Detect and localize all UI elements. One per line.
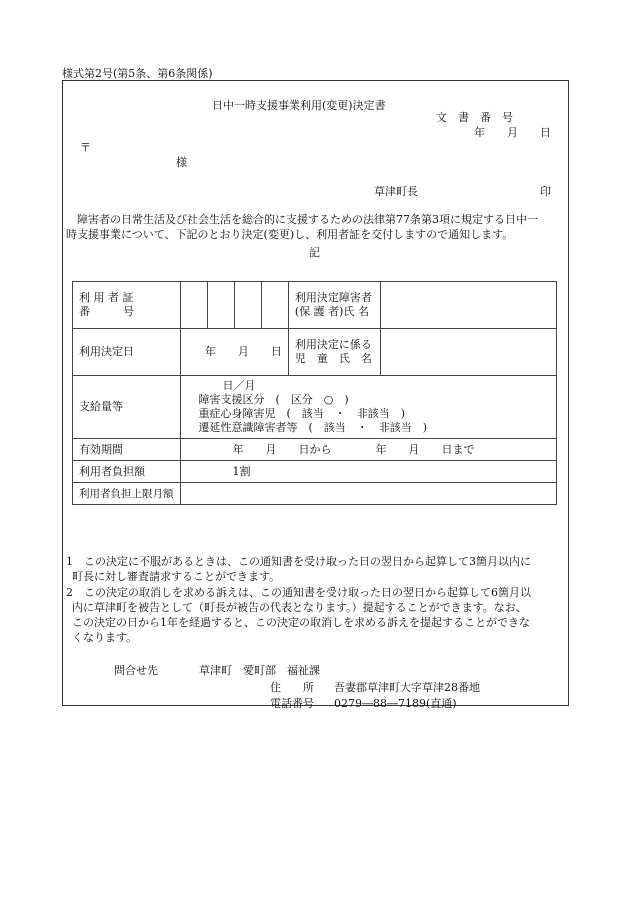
- supply-days: 日／月: [222, 379, 256, 392]
- issue-date: 年 月 日: [474, 126, 551, 139]
- burden-value: 1割: [180, 461, 557, 483]
- prolonged-consciousness: 遷延性意識障害者等 ( 該当 ・ 非該当 ): [198, 421, 428, 434]
- ki-mark: 記: [309, 246, 320, 259]
- contact-label: 問合せ先: [114, 664, 158, 677]
- form-label: 様式第2号(第5条、第6条関係): [62, 67, 213, 80]
- table-row: [73, 282, 557, 329]
- supply-details: [180, 376, 557, 439]
- validity-value: 年 月 日から 年 月 日まで: [180, 439, 557, 461]
- cert-digit-cell: [234, 282, 261, 329]
- note-2-line-3: この決定の日から1年を経過すると、この決定の取消しを求める訴えを提起することができな: [72, 616, 530, 629]
- decision-table: [72, 281, 557, 505]
- issuer-name: 草津町長: [374, 185, 418, 198]
- note-1-line-2: 町長に対し審査請求することができます。: [72, 570, 281, 583]
- note-2-line-4: くなります。: [72, 631, 138, 644]
- contact-department: 草津町 愛町部 福祉課: [199, 664, 320, 677]
- note-2-line-2: 内に草津町を被告として（町長が被告の代表となります。）提起することができます。なお、: [72, 601, 527, 614]
- validity-label: 有効期間: [73, 439, 181, 461]
- address-label: 住 所: [270, 681, 314, 694]
- addressee-suffix: 様: [176, 156, 187, 169]
- address-value: 吾妻郡草津町大字草津28番地: [334, 681, 480, 694]
- postal-mark: 〒: [80, 141, 91, 154]
- note-1-line-1: 1 この決定に不服があるときは、この通知書を受け取った日の翌日から起算して3箇月以内に: [66, 555, 531, 568]
- body-line-2: 時支援事業について、下記のとおり決定(変更)し、利用者証を交付しますので通知します。: [66, 228, 514, 241]
- body-line-1: 障害者の日常生活及び社会生活を総合的に支援するための法律第77条第3項に規定する日中一: [66, 213, 538, 226]
- seal-mark: 印: [540, 185, 551, 198]
- table-row: [73, 376, 557, 439]
- decision-date-value: 年 月 日: [180, 329, 288, 376]
- burden-label: 利用者負担額: [73, 461, 181, 483]
- burden-cap-value: [180, 483, 557, 505]
- table-row: [73, 439, 557, 461]
- table-row: [73, 483, 557, 505]
- phone-value: 0279―88―7189(直通): [334, 697, 457, 710]
- support-category: 障害支援区分 ( 区分 ○ ): [198, 393, 349, 406]
- document-title: 日中一時支援事業利用(変更)決定書: [212, 99, 386, 112]
- child-name-value: [380, 329, 556, 376]
- user-cert-number-label: 利 用 者 証 番 号: [73, 282, 181, 329]
- severe-disability: 重症心身障害児 ( 該当 ・ 非該当 ): [198, 407, 406, 420]
- phone-label: 電話番号: [270, 697, 314, 710]
- burden-cap-label: 利用者負担上限月額: [73, 483, 181, 505]
- cert-digit-cell: [180, 282, 207, 329]
- supply-label: 支給量等: [73, 376, 181, 439]
- table-row: [73, 461, 557, 483]
- doc-number-label: 文 書 番 号: [436, 111, 513, 124]
- decision-date-label: 利用決定日: [73, 329, 181, 376]
- note-2-line-1: 2 この決定の取消しを求める訴えは、この通知書を受け取った日の翌日から起算して6箇月以: [66, 586, 531, 599]
- cert-digit-cell: [261, 282, 288, 329]
- child-name-label: 利用決定に係る 児 童 氏 名: [288, 329, 380, 376]
- cert-digit-cell: [207, 282, 234, 329]
- decided-person-value: [380, 282, 556, 329]
- table-row: [73, 329, 557, 376]
- decided-person-label: 利用決定障害者 (保 護 者)氏 名: [288, 282, 380, 329]
